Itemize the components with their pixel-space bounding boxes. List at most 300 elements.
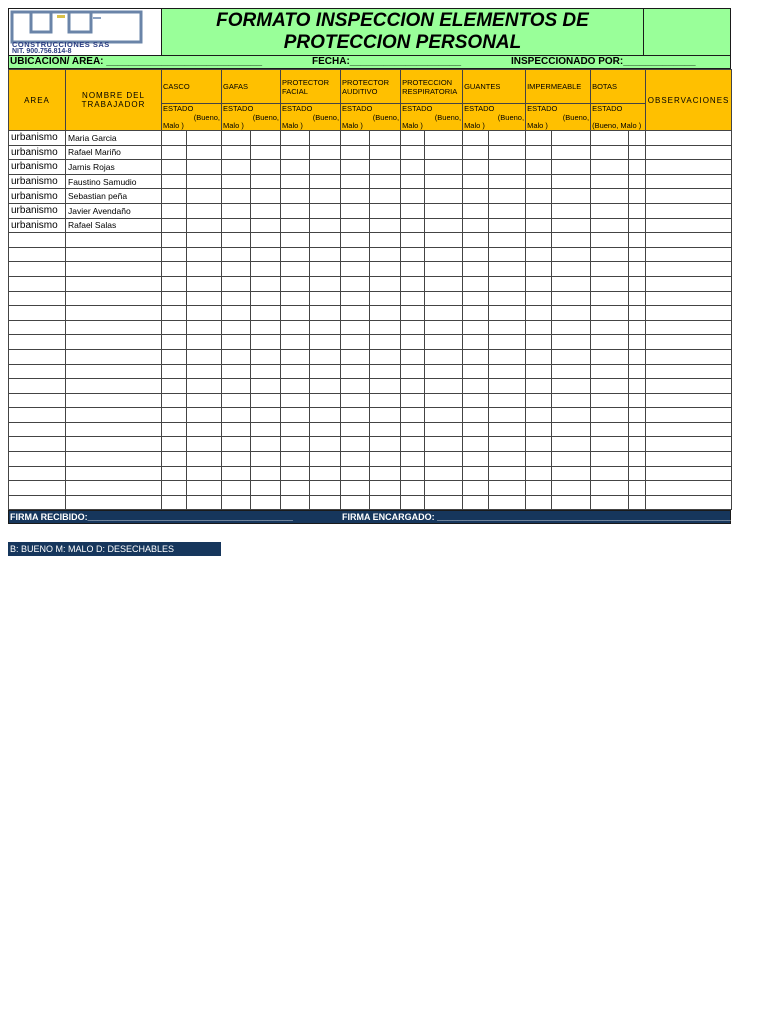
state-cell[interactable] bbox=[526, 174, 552, 189]
state-cell[interactable] bbox=[187, 452, 222, 467]
state-cell[interactable] bbox=[425, 393, 463, 408]
state-cell[interactable] bbox=[187, 291, 222, 306]
state-cell[interactable] bbox=[526, 466, 552, 481]
state-cell[interactable] bbox=[425, 233, 463, 248]
state-cell[interactable] bbox=[463, 306, 489, 321]
state-cell[interactable] bbox=[251, 189, 281, 204]
state-cell[interactable] bbox=[310, 174, 341, 189]
state-cell[interactable] bbox=[489, 276, 526, 291]
state-cell[interactable] bbox=[629, 174, 646, 189]
state-cell[interactable] bbox=[162, 437, 187, 452]
state-cell[interactable] bbox=[526, 481, 552, 496]
state-cell[interactable] bbox=[629, 452, 646, 467]
state-cell[interactable] bbox=[526, 335, 552, 350]
state-cell[interactable] bbox=[552, 393, 591, 408]
state-cell[interactable] bbox=[281, 218, 310, 233]
state-cell[interactable] bbox=[425, 320, 463, 335]
state-cell[interactable] bbox=[222, 145, 251, 160]
state-cell[interactable] bbox=[370, 306, 401, 321]
state-cell[interactable] bbox=[281, 203, 310, 218]
state-cell[interactable] bbox=[489, 393, 526, 408]
state-cell[interactable] bbox=[370, 276, 401, 291]
observations-cell[interactable] bbox=[646, 306, 732, 321]
state-cell[interactable] bbox=[591, 233, 629, 248]
state-cell[interactable] bbox=[425, 189, 463, 204]
state-cell[interactable] bbox=[401, 495, 425, 510]
state-cell[interactable] bbox=[222, 495, 251, 510]
state-cell[interactable] bbox=[251, 131, 281, 146]
state-cell[interactable] bbox=[222, 364, 251, 379]
state-cell[interactable] bbox=[552, 422, 591, 437]
state-cell[interactable] bbox=[591, 364, 629, 379]
state-cell[interactable] bbox=[526, 218, 552, 233]
state-cell[interactable] bbox=[591, 174, 629, 189]
state-cell[interactable] bbox=[463, 262, 489, 277]
state-cell[interactable] bbox=[401, 262, 425, 277]
state-cell[interactable] bbox=[370, 145, 401, 160]
state-cell[interactable] bbox=[310, 335, 341, 350]
state-cell[interactable] bbox=[425, 335, 463, 350]
worker-name-cell[interactable] bbox=[66, 247, 162, 262]
area-cell[interactable] bbox=[9, 481, 66, 496]
state-cell[interactable] bbox=[526, 452, 552, 467]
state-cell[interactable] bbox=[251, 174, 281, 189]
state-cell[interactable] bbox=[187, 203, 222, 218]
state-cell[interactable] bbox=[162, 247, 187, 262]
state-cell[interactable] bbox=[162, 466, 187, 481]
state-cell[interactable] bbox=[341, 495, 370, 510]
state-cell[interactable] bbox=[162, 364, 187, 379]
state-cell[interactable] bbox=[526, 349, 552, 364]
state-cell[interactable] bbox=[370, 422, 401, 437]
state-cell[interactable] bbox=[401, 452, 425, 467]
state-cell[interactable] bbox=[310, 349, 341, 364]
state-cell[interactable] bbox=[552, 160, 591, 175]
location-field[interactable]: UBICACION/ AREA: ____________________________ bbox=[10, 56, 263, 67]
state-cell[interactable] bbox=[629, 393, 646, 408]
state-cell[interactable] bbox=[463, 495, 489, 510]
state-cell[interactable] bbox=[341, 364, 370, 379]
state-cell[interactable] bbox=[526, 306, 552, 321]
state-cell[interactable] bbox=[591, 276, 629, 291]
state-cell[interactable] bbox=[251, 481, 281, 496]
state-cell[interactable] bbox=[591, 379, 629, 394]
state-cell[interactable] bbox=[526, 131, 552, 146]
state-cell[interactable] bbox=[251, 276, 281, 291]
worker-name-cell[interactable]: Rafael Mariño bbox=[66, 145, 162, 160]
observations-cell[interactable] bbox=[646, 408, 732, 423]
area-cell[interactable] bbox=[9, 408, 66, 423]
state-cell[interactable] bbox=[526, 233, 552, 248]
state-cell[interactable] bbox=[222, 335, 251, 350]
state-cell[interactable] bbox=[629, 379, 646, 394]
state-cell[interactable] bbox=[187, 174, 222, 189]
state-cell[interactable] bbox=[251, 495, 281, 510]
state-cell[interactable] bbox=[425, 408, 463, 423]
state-cell[interactable] bbox=[310, 306, 341, 321]
state-cell[interactable] bbox=[281, 145, 310, 160]
state-cell[interactable] bbox=[463, 364, 489, 379]
state-cell[interactable] bbox=[425, 247, 463, 262]
state-cell[interactable] bbox=[526, 422, 552, 437]
state-cell[interactable] bbox=[187, 247, 222, 262]
state-cell[interactable] bbox=[629, 349, 646, 364]
area-cell[interactable] bbox=[9, 247, 66, 262]
state-cell[interactable] bbox=[341, 335, 370, 350]
state-cell[interactable] bbox=[370, 131, 401, 146]
worker-name-cell[interactable] bbox=[66, 291, 162, 306]
observations-cell[interactable] bbox=[646, 203, 732, 218]
state-cell[interactable] bbox=[401, 408, 425, 423]
state-cell[interactable] bbox=[341, 422, 370, 437]
state-cell[interactable] bbox=[591, 349, 629, 364]
state-cell[interactable] bbox=[222, 422, 251, 437]
worker-name-cell[interactable] bbox=[66, 466, 162, 481]
area-cell[interactable] bbox=[9, 335, 66, 350]
state-cell[interactable] bbox=[341, 408, 370, 423]
state-cell[interactable] bbox=[552, 233, 591, 248]
state-cell[interactable] bbox=[187, 218, 222, 233]
state-cell[interactable] bbox=[187, 495, 222, 510]
observations-cell[interactable] bbox=[646, 437, 732, 452]
state-cell[interactable] bbox=[187, 481, 222, 496]
state-cell[interactable] bbox=[591, 262, 629, 277]
state-cell[interactable] bbox=[341, 379, 370, 394]
state-cell[interactable] bbox=[251, 306, 281, 321]
worker-name-cell[interactable] bbox=[66, 320, 162, 335]
state-cell[interactable] bbox=[425, 306, 463, 321]
state-cell[interactable] bbox=[552, 145, 591, 160]
state-cell[interactable] bbox=[489, 452, 526, 467]
state-cell[interactable] bbox=[463, 379, 489, 394]
state-cell[interactable] bbox=[489, 379, 526, 394]
state-cell[interactable] bbox=[591, 189, 629, 204]
state-cell[interactable] bbox=[251, 262, 281, 277]
state-cell[interactable] bbox=[281, 247, 310, 262]
state-cell[interactable] bbox=[222, 233, 251, 248]
state-cell[interactable] bbox=[425, 262, 463, 277]
state-cell[interactable] bbox=[251, 452, 281, 467]
worker-name-cell[interactable] bbox=[66, 379, 162, 394]
area-cell[interactable]: urbanismo bbox=[9, 160, 66, 175]
state-cell[interactable] bbox=[310, 247, 341, 262]
state-cell[interactable] bbox=[251, 203, 281, 218]
state-cell[interactable] bbox=[370, 320, 401, 335]
state-cell[interactable] bbox=[281, 262, 310, 277]
state-cell[interactable] bbox=[591, 422, 629, 437]
state-cell[interactable] bbox=[341, 203, 370, 218]
state-cell[interactable] bbox=[552, 203, 591, 218]
state-cell[interactable] bbox=[489, 247, 526, 262]
state-cell[interactable] bbox=[341, 481, 370, 496]
state-cell[interactable] bbox=[222, 320, 251, 335]
state-cell[interactable] bbox=[526, 393, 552, 408]
state-cell[interactable] bbox=[489, 145, 526, 160]
state-cell[interactable] bbox=[187, 131, 222, 146]
worker-name-cell[interactable] bbox=[66, 233, 162, 248]
state-cell[interactable] bbox=[463, 320, 489, 335]
signature-received[interactable]: FIRMA RECIBIDO:_________________________________________ bbox=[10, 512, 293, 523]
state-cell[interactable] bbox=[310, 233, 341, 248]
state-cell[interactable] bbox=[425, 131, 463, 146]
state-cell[interactable] bbox=[310, 291, 341, 306]
state-cell[interactable] bbox=[489, 335, 526, 350]
observations-cell[interactable] bbox=[646, 422, 732, 437]
state-cell[interactable] bbox=[310, 408, 341, 423]
state-cell[interactable] bbox=[526, 437, 552, 452]
state-cell[interactable] bbox=[187, 189, 222, 204]
state-cell[interactable] bbox=[162, 379, 187, 394]
state-cell[interactable] bbox=[489, 233, 526, 248]
state-cell[interactable] bbox=[281, 335, 310, 350]
state-cell[interactable] bbox=[591, 218, 629, 233]
state-cell[interactable] bbox=[251, 364, 281, 379]
worker-name-cell[interactable]: Javier Avendaño bbox=[66, 203, 162, 218]
state-cell[interactable] bbox=[401, 335, 425, 350]
state-cell[interactable] bbox=[629, 320, 646, 335]
state-cell[interactable] bbox=[162, 393, 187, 408]
state-cell[interactable] bbox=[251, 145, 281, 160]
state-cell[interactable] bbox=[629, 131, 646, 146]
state-cell[interactable] bbox=[370, 174, 401, 189]
state-cell[interactable] bbox=[526, 320, 552, 335]
observations-cell[interactable] bbox=[646, 466, 732, 481]
state-cell[interactable] bbox=[281, 349, 310, 364]
state-cell[interactable] bbox=[552, 306, 591, 321]
state-cell[interactable] bbox=[251, 291, 281, 306]
state-cell[interactable] bbox=[222, 481, 251, 496]
state-cell[interactable] bbox=[552, 291, 591, 306]
area-cell[interactable] bbox=[9, 379, 66, 394]
state-cell[interactable] bbox=[489, 408, 526, 423]
state-cell[interactable] bbox=[281, 291, 310, 306]
state-cell[interactable] bbox=[463, 466, 489, 481]
state-cell[interactable] bbox=[162, 262, 187, 277]
state-cell[interactable] bbox=[526, 203, 552, 218]
state-cell[interactable] bbox=[162, 320, 187, 335]
state-cell[interactable] bbox=[526, 160, 552, 175]
state-cell[interactable] bbox=[526, 379, 552, 394]
state-cell[interactable] bbox=[463, 233, 489, 248]
state-cell[interactable] bbox=[463, 160, 489, 175]
state-cell[interactable] bbox=[251, 320, 281, 335]
state-cell[interactable] bbox=[341, 276, 370, 291]
state-cell[interactable] bbox=[425, 160, 463, 175]
state-cell[interactable] bbox=[401, 203, 425, 218]
state-cell[interactable] bbox=[341, 247, 370, 262]
state-cell[interactable] bbox=[281, 233, 310, 248]
state-cell[interactable] bbox=[162, 131, 187, 146]
state-cell[interactable] bbox=[251, 437, 281, 452]
state-cell[interactable] bbox=[370, 233, 401, 248]
state-cell[interactable] bbox=[310, 495, 341, 510]
state-cell[interactable] bbox=[526, 495, 552, 510]
state-cell[interactable] bbox=[187, 233, 222, 248]
area-cell[interactable] bbox=[9, 495, 66, 510]
worker-name-cell[interactable] bbox=[66, 422, 162, 437]
state-cell[interactable] bbox=[401, 247, 425, 262]
state-cell[interactable] bbox=[463, 131, 489, 146]
state-cell[interactable] bbox=[281, 452, 310, 467]
state-cell[interactable] bbox=[370, 160, 401, 175]
area-cell[interactable]: urbanismo bbox=[9, 189, 66, 204]
state-cell[interactable] bbox=[341, 393, 370, 408]
state-cell[interactable] bbox=[251, 422, 281, 437]
state-cell[interactable] bbox=[310, 466, 341, 481]
state-cell[interactable] bbox=[222, 131, 251, 146]
state-cell[interactable] bbox=[370, 218, 401, 233]
state-cell[interactable] bbox=[489, 189, 526, 204]
state-cell[interactable] bbox=[489, 422, 526, 437]
state-cell[interactable] bbox=[629, 306, 646, 321]
state-cell[interactable] bbox=[341, 218, 370, 233]
observations-cell[interactable] bbox=[646, 218, 732, 233]
area-cell[interactable] bbox=[9, 422, 66, 437]
signature-manager[interactable]: FIRMA ENCARGADO: ___________________________________________________________ bbox=[342, 512, 733, 523]
state-cell[interactable] bbox=[401, 189, 425, 204]
state-cell[interactable] bbox=[310, 364, 341, 379]
state-cell[interactable] bbox=[552, 495, 591, 510]
state-cell[interactable] bbox=[187, 306, 222, 321]
state-cell[interactable] bbox=[222, 203, 251, 218]
state-cell[interactable] bbox=[401, 437, 425, 452]
state-cell[interactable] bbox=[341, 320, 370, 335]
area-cell[interactable]: urbanismo bbox=[9, 145, 66, 160]
state-cell[interactable] bbox=[526, 364, 552, 379]
state-cell[interactable] bbox=[341, 466, 370, 481]
state-cell[interactable] bbox=[552, 349, 591, 364]
state-cell[interactable] bbox=[251, 247, 281, 262]
state-cell[interactable] bbox=[251, 408, 281, 423]
state-cell[interactable] bbox=[591, 247, 629, 262]
area-cell[interactable] bbox=[9, 276, 66, 291]
state-cell[interactable] bbox=[401, 145, 425, 160]
state-cell[interactable] bbox=[370, 408, 401, 423]
observations-cell[interactable] bbox=[646, 481, 732, 496]
observations-cell[interactable] bbox=[646, 247, 732, 262]
observations-cell[interactable] bbox=[646, 349, 732, 364]
state-cell[interactable] bbox=[526, 247, 552, 262]
state-cell[interactable] bbox=[281, 189, 310, 204]
state-cell[interactable] bbox=[310, 481, 341, 496]
worker-name-cell[interactable] bbox=[66, 335, 162, 350]
observations-cell[interactable] bbox=[646, 145, 732, 160]
state-cell[interactable] bbox=[425, 437, 463, 452]
state-cell[interactable] bbox=[552, 276, 591, 291]
state-cell[interactable] bbox=[591, 145, 629, 160]
state-cell[interactable] bbox=[629, 495, 646, 510]
state-cell[interactable] bbox=[591, 335, 629, 350]
state-cell[interactable] bbox=[162, 145, 187, 160]
state-cell[interactable] bbox=[629, 335, 646, 350]
area-cell[interactable] bbox=[9, 320, 66, 335]
state-cell[interactable] bbox=[341, 306, 370, 321]
state-cell[interactable] bbox=[281, 466, 310, 481]
state-cell[interactable] bbox=[463, 145, 489, 160]
state-cell[interactable] bbox=[222, 160, 251, 175]
state-cell[interactable] bbox=[629, 422, 646, 437]
state-cell[interactable] bbox=[591, 452, 629, 467]
state-cell[interactable] bbox=[489, 131, 526, 146]
state-cell[interactable] bbox=[251, 218, 281, 233]
state-cell[interactable] bbox=[341, 262, 370, 277]
state-cell[interactable] bbox=[310, 437, 341, 452]
state-cell[interactable] bbox=[341, 189, 370, 204]
state-cell[interactable] bbox=[463, 481, 489, 496]
state-cell[interactable] bbox=[162, 495, 187, 510]
state-cell[interactable] bbox=[629, 437, 646, 452]
state-cell[interactable] bbox=[401, 422, 425, 437]
state-cell[interactable] bbox=[162, 408, 187, 423]
state-cell[interactable] bbox=[401, 349, 425, 364]
observations-cell[interactable] bbox=[646, 495, 732, 510]
state-cell[interactable] bbox=[489, 349, 526, 364]
state-cell[interactable] bbox=[310, 145, 341, 160]
state-cell[interactable] bbox=[341, 349, 370, 364]
state-cell[interactable] bbox=[629, 189, 646, 204]
state-cell[interactable] bbox=[629, 481, 646, 496]
state-cell[interactable] bbox=[401, 276, 425, 291]
worker-name-cell[interactable] bbox=[66, 306, 162, 321]
state-cell[interactable] bbox=[370, 393, 401, 408]
state-cell[interactable] bbox=[162, 481, 187, 496]
state-cell[interactable] bbox=[591, 160, 629, 175]
state-cell[interactable] bbox=[526, 189, 552, 204]
observations-cell[interactable] bbox=[646, 335, 732, 350]
state-cell[interactable] bbox=[222, 276, 251, 291]
state-cell[interactable] bbox=[463, 422, 489, 437]
state-cell[interactable] bbox=[425, 276, 463, 291]
state-cell[interactable] bbox=[629, 203, 646, 218]
state-cell[interactable] bbox=[341, 174, 370, 189]
state-cell[interactable] bbox=[526, 145, 552, 160]
state-cell[interactable] bbox=[162, 174, 187, 189]
worker-name-cell[interactable] bbox=[66, 408, 162, 423]
area-cell[interactable] bbox=[9, 466, 66, 481]
worker-name-cell[interactable]: Maria Garcia bbox=[66, 131, 162, 146]
state-cell[interactable] bbox=[281, 306, 310, 321]
state-cell[interactable] bbox=[162, 422, 187, 437]
state-cell[interactable] bbox=[187, 320, 222, 335]
state-cell[interactable] bbox=[370, 437, 401, 452]
state-cell[interactable] bbox=[187, 160, 222, 175]
state-cell[interactable] bbox=[162, 189, 187, 204]
state-cell[interactable] bbox=[162, 349, 187, 364]
state-cell[interactable] bbox=[526, 262, 552, 277]
state-cell[interactable] bbox=[187, 466, 222, 481]
state-cell[interactable] bbox=[222, 379, 251, 394]
state-cell[interactable] bbox=[463, 291, 489, 306]
state-cell[interactable] bbox=[425, 481, 463, 496]
state-cell[interactable] bbox=[341, 437, 370, 452]
state-cell[interactable] bbox=[552, 408, 591, 423]
state-cell[interactable] bbox=[310, 393, 341, 408]
state-cell[interactable] bbox=[425, 495, 463, 510]
state-cell[interactable] bbox=[310, 160, 341, 175]
state-cell[interactable] bbox=[251, 393, 281, 408]
state-cell[interactable] bbox=[629, 408, 646, 423]
state-cell[interactable] bbox=[310, 131, 341, 146]
state-cell[interactable] bbox=[370, 452, 401, 467]
area-cell[interactable] bbox=[9, 364, 66, 379]
state-cell[interactable] bbox=[162, 203, 187, 218]
observations-cell[interactable] bbox=[646, 262, 732, 277]
state-cell[interactable] bbox=[370, 262, 401, 277]
state-cell[interactable] bbox=[341, 131, 370, 146]
state-cell[interactable] bbox=[341, 233, 370, 248]
state-cell[interactable] bbox=[341, 452, 370, 467]
state-cell[interactable] bbox=[281, 160, 310, 175]
